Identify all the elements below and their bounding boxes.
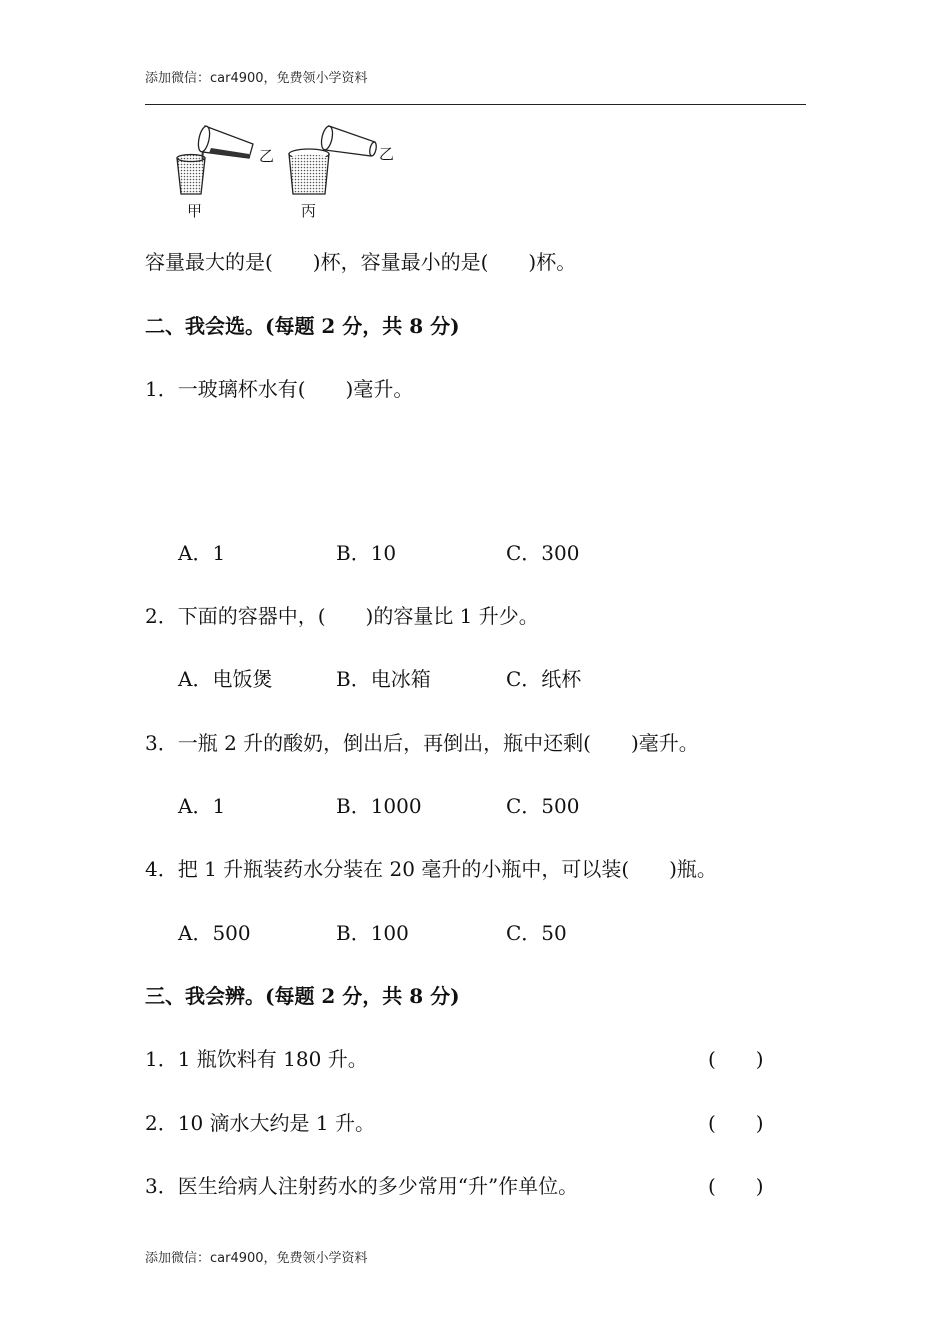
s2-q3-option-c: C．500 — [506, 794, 580, 818]
s2-q2-stem: 2．下面的容器中，( )的容量比 1 升少。 — [145, 604, 539, 628]
s2-q2-option-b: B．电冰箱 — [336, 667, 431, 691]
s2-q4-option-c: C．50 — [506, 921, 567, 945]
s2-q2-option-c: C．纸杯 — [506, 667, 582, 691]
capacity-question: 容量最大的是( )杯，容量最小的是( )杯。 — [145, 250, 577, 274]
s3-item-2: 2．10 滴水大约是 1 升。 — [145, 1111, 375, 1135]
cup-yi-pouring-2 — [320, 125, 378, 156]
page-footer: 添加微信：car4900，免费领小学资料 — [145, 1251, 368, 1266]
pouring-cups-figure — [165, 118, 405, 222]
header-rule — [145, 104, 806, 105]
cup-bing — [289, 149, 329, 194]
s2-q2-option-a: A．电饭煲 — [178, 667, 273, 691]
s3-item-2-blank: ( ) — [708, 1111, 764, 1135]
s3-item-3: 3．医生给病人注射药水的多少常用“升”作单位。 — [145, 1174, 579, 1198]
s2-q3-stem: 3．一瓶 2 升的酸奶，倒出后，再倒出，瓶中还剩( )毫升。 — [145, 731, 699, 755]
cup-bing-label: 丙 — [301, 202, 317, 220]
cup-yi-label-1: 乙 — [259, 147, 275, 165]
s3-item-1: 1．1 瓶饮料有 180 升。 — [145, 1047, 368, 1071]
s3-item-1-blank: ( ) — [708, 1047, 764, 1071]
s2-q3-option-a: A．1 — [178, 794, 226, 818]
s2-q4-stem: 4．把 1 升瓶装药水分装在 20 毫升的小瓶中，可以装( )瓶。 — [145, 857, 717, 881]
section-3-title: 三、我会辨。(每题 2 分，共 8 分) — [145, 984, 460, 1008]
s3-item-3-blank: ( ) — [708, 1174, 764, 1198]
cup-jia — [177, 155, 205, 195]
section-2-title: 二、我会选。(每题 2 分，共 8 分) — [145, 314, 460, 338]
cup-yi-pouring-1 — [196, 125, 253, 160]
page-header: 添加微信：car4900，免费领小学资料 — [145, 71, 368, 86]
s2-q4-option-a: A．500 — [178, 921, 251, 945]
s2-q1-stem: 1．一玻璃杯水有( )毫升。 — [145, 377, 414, 401]
s2-q1-option-a: A．1 — [178, 541, 226, 565]
cup-jia-label: 甲 — [187, 202, 203, 220]
s2-q3-option-b: B．1000 — [336, 794, 422, 818]
s2-q1-option-b: B．10 — [336, 541, 397, 565]
s2-q4-option-b: B．100 — [336, 921, 409, 945]
s2-q1-option-c: C．300 — [506, 541, 580, 565]
cup-yi-label-2: 乙 — [379, 145, 395, 163]
